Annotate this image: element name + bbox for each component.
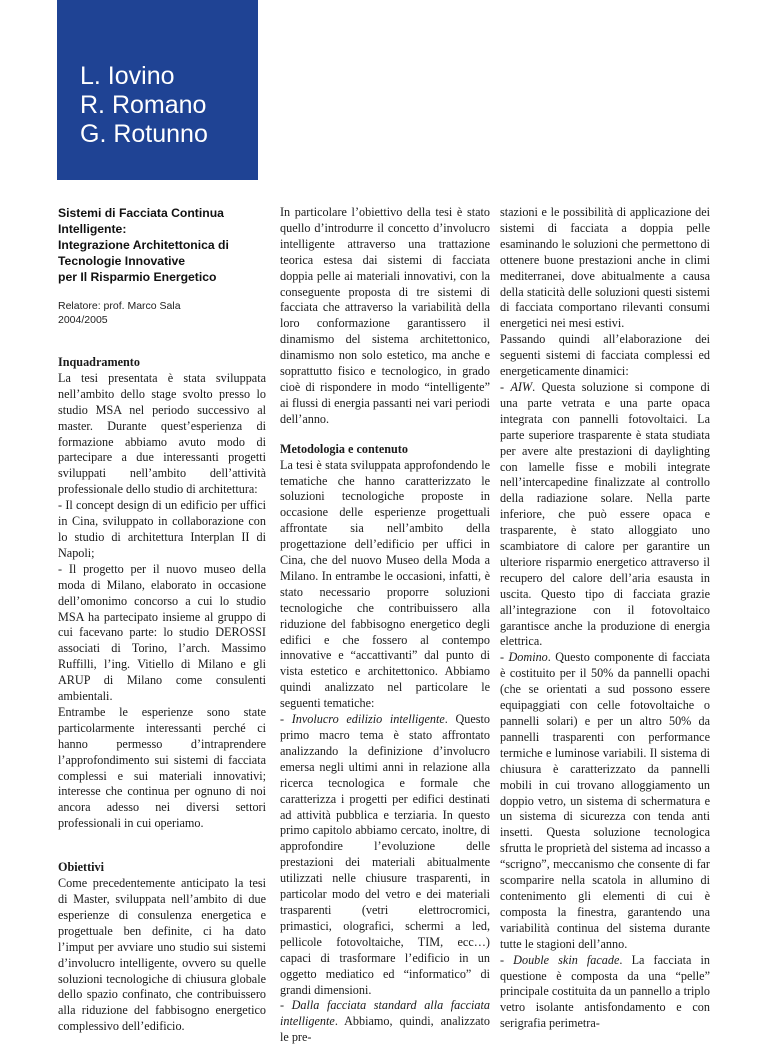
paragraph: - Il progetto per il nuovo museo della moda di Milano, elaborato in occasione dell’omonimo concorso a cui lo studio MSA ha partecipato insieme al gruppo di cui facevano parte: lo studio DEROSSI associati di Torino, l’arch. Massimo Ruffilli, l’ing. Vitiello di Milano e gli ARUP di Milano come consulenti ambientali. [58,561,266,704]
column-right [500,205,710,1032]
thesis-title [58,205,266,285]
supervisor: Relatore: prof. Marco Sala [58,300,181,312]
thesis-title-line: per Il Risparmio Energetico [58,270,217,284]
item-title: AIW [510,379,533,394]
column-middle [280,205,490,1046]
thesis-title-line: Integrazione Architettonica di [58,238,229,252]
author-name: L. Iovino [80,62,175,90]
item-title: Involucro edilizio intelligente [291,712,445,727]
paragraph: La tesi presentata è stata sviluppata nell’ambito dello stage svolto presso lo studio MSA nel periodo successivo al master. Durante quest’esperienza di formazione abbiamo avuto modo di partecipare a due interessanti progetti sviluppati nell’ambito dell’attività professionale dello studio di architettura: [58,370,266,497]
item-text: . Abbiamo, quindi, analizzato le pre- [280,1014,490,1045]
section-heading-inquadramento: Inquadramento [58,355,140,369]
list-item: - AIW. Questa soluzione si compone di una parte vetrata e una parte opaca integrata con pannelli fotovoltaici. La parte superiore trasparente è stata studiata per avere alte prestazioni di daylighting con lamelle fisse e mobili integrate nell’intercapedine finalizzate al controllo della radiazione solare. Nella parte inferiore, che può essere opaca e trasparente, è stato alloggiato uno scambiatore di calore per garantire un ulteriore risparmio energetico attraverso il recupero del calore dell’aria esausta in uscita. Questo tipo di facciata grazie all’integrazione con il fotovoltaico garantisce anche la produzione di energia elettrica. [500,379,710,649]
item-text: . Questo primo macro tema è stato affrontato analizzando la definizione d’involucro emersa negli ultimi anni in relazione alla ricerca tecnologica e formale che caratterizza i progetti per edifici destinati ad attività pubblica e terziaria. In questo primo capitolo abbiamo cercato, inoltre, di approfondire l’evoluzione delle prestazioni dei materiali abitualmente utilizzati nelle chiusure trasparenti, in particolar modo del vetro e dei materiali trasparenti (vetri elettrocromici, primastici, olografici, schermi a led, pellicole fotovoltaiche, TIM, ecc…) capaci di trasformare l’edificio in un oggetto mediatico ed “informatico” di grandi dimensioni. [280,712,491,997]
supervisor-block [58,299,266,327]
author-name: G. Rotunno [80,120,208,148]
item-text: . Questo componente di facciata è costituito per il 50% da pannelli opachi (che se orientati a sud possono essere equipaggiati con celle fotovoltaiche o pannelli solari) e per un altro 50% da pannelli trasparenti con performance termiche e luminose variabili. Il sistema di chiusura è caratterizzato da pannelli mobili in cui trovano alloggiamento un doppio vetro, un sistema di schermatura e un sistema di sicurezza con tenda anti insetti. Questa soluzione tecnologica sfrutta le proprietà del sistema ad incasso a “scrigno”, meccanismo che consente di far scomparire nella scatola in allumino di contenimento gli elementi di cui è composta la finestra, garantendo una variabilità continua del sistema durante tutte le stagioni dell’anno. [500,650,711,951]
item-title: Domino [508,650,548,665]
paragraph: In particolare l’obiettivo della tesi è stato quello d’introdurre il concetto d’involucro intelligente attraverso una trattazione teorica estesa dai sistemi di facciata doppia pelle ai materiali innovativi, con la conseguente proposta di tre sistemi di facciata che attraverso la variabilità della loro conformazione garantissero il dinamismo del sistema architettonico, dinamismo non solo estetico, ma anche e soprattutto fisico e tecnologico, in grado cioè di rispondere in modo “intelligente” ai flussi di energia passanti nei vari periodi dell’anno. [280,205,490,426]
paragraph: La tesi è stata sviluppata approfondendo le tematiche che hanno caratterizzato le soluzioni tecnologiche proposte in occasione delle esperienze progettuali affrontate sia nell’ambito della progettazione dell’edificio per uffici in Cina, che del nuovo Museo della Moda a Milano. In entrambe le occasioni, infatti, è stato necessario proporre soluzioni tecnologiche che contribuissero alla riduzione del fabbisogno energetico degli edifici e che fossero al contempo innovative e “accattivanti” dal punto di vista estetico e architettonico. Abbiamo quindi analizzato nel particolare le seguenti tematiche: [280,457,490,711]
item-title: Dalla facciata standard alla facciata intelligente [280,998,490,1029]
item-text: . La facciata in questione è composta da una “pelle” principale costituita da un pannello a triplo vetro isolante antisfondamento e con serigrafia perimetra- [500,952,711,1031]
thesis-title-line: Sistemi di Facciata Continua [58,206,224,220]
paragraph: Entrambe le esperienze sono state particolarmente interessanti perché ci hanno permesso d’intraprendere l’approfondimento sui sistemi di facciata complessi e sui materiali innovativi; interesse che continua per ognuno di noi ancora adesso nei diversi settori professionali in cui operiamo. [58,704,266,831]
list-item: - Involucro edilizio intelligente. Questo primo macro tema è stato affrontato analizzando la definizione d’involucro emersa negli ultimi anni in relazione alla ricerca tecnologica e formale che caratterizza i progetti per edifici destinati ad attività pubblica e terziaria. In questo primo capitolo abbiamo cercato, inoltre, di approfondire l’evoluzione delle prestazioni dei materiali abitualmente utilizzati nelle chiusure trasparenti, in particolar modo del vetro e dei materiali trasparenti (vetri elettrocromici, primastici, olografici, schermi a led, pellicole fotovoltaiche, TIM, ecc…) capaci di trasformare l’edificio in un oggetto mediatico ed “informatico” di grandi dimensioni. [280,712,491,997]
author-name: R. Romano [80,91,207,119]
academic-year: 2004/2005 [58,314,108,326]
section-heading-metodologia: Metodologia e contenuto [280,441,408,456]
list-item: - Domino. Questo componente di facciata è costituito per il 50% da pannelli opachi (che se orientati a sud possono essere equipaggiati con celle fotovoltaiche o pannelli solari) e per un altro 50% da pannelli trasparenti con performance termiche e luminose variabili. Il sistema di chiusura è caratterizzato da pannelli mobili in cui trovano alloggiamento un doppio vetro, un sistema di schermatura e un sistema di sicurezza con tenda anti insetti. Questa soluzione tecnologica sfrutta le proprietà del sistema ad incasso a “scrigno”, meccanismo che consente di far scomparire nella scatola in allumino di contenimento gli elementi di cui è composta la finestra, garantendo una variabilità continua del sistema durante tutte le stagioni dell’anno. [500,650,711,951]
item-title: Double skin facade [513,952,620,967]
item-text: . Questa soluzione si compone di una parte vetrata e una parte opaca integrata con pannelli fotovoltaici. La parte superiore trasparente è stata studiata per avere alte prestazioni di daylighting con lamelle fisse e mobili integrate nell’intercapedine finalizzate al controllo della radiazione solare. Nella parte inferiore, che può essere opaca e trasparente, è stato alloggiato uno scambiatore di calore per garantire un ulteriore risparmio energetico attraverso il recupero del calore dell’aria esausta in uscita. Questo tipo di facciata grazie all’integrazione con il fotovoltaico garantisce anche la produzione di energia elettrica. [500,379,710,649]
author-list [80,62,208,149]
paragraph: - Il concept design di un edificio per uffici in Cina, sviluppato in collaborazione con lo studio di architettura Interplan II di Napoli; [58,498,266,560]
thesis-title-line: Tecnologie Innovative [58,254,186,268]
paragraph: Come precedentemente anticipato la tesi di Master, sviluppata nell’ambito di due esperienze di consulenza energetica e progettuale ben definite, ci ha dato l’imput per avviare uno studio sui sistemi d’involucro intelligente, ovvero su quelle soluzioni tecnologiche di chiusura globale dello spazio confinato, che contribuissero alla riduzione del fabbisogno energetico complessivo dell’edificio. [58,876,266,1034]
list-item: - Dalla facciata standard alla facciata intelligente. Abbiamo, quindi, analizzato le pre- [280,998,490,1045]
section-heading-obiettivi: Obiettivi [58,860,105,875]
thesis-title-line: Intelligente: [58,222,127,236]
paragraph: stazioni e le possibilità di applicazione dei sistemi di facciata a doppia pelle esaminando le soluzioni che permettono di ottenere buone prestazioni anche in climi mediterranei, dove abitualmente a causa della staticità delle soluzioni questi sistemi di facciata comportano rilevanti consumi energetici nei mesi estivi. [500,205,710,331]
list-item: - Double skin facade. La facciata in questione è composta da una “pelle” principale costituita da un pannello a triplo vetro isolante antisfondamento e con serigrafia perimetra- [500,952,711,1031]
paragraph: Passando quindi all’elaborazione dei seguenti sistemi di facciata complessi ed energeticamente dinamici: [500,332,710,379]
column-left [58,205,266,1035]
